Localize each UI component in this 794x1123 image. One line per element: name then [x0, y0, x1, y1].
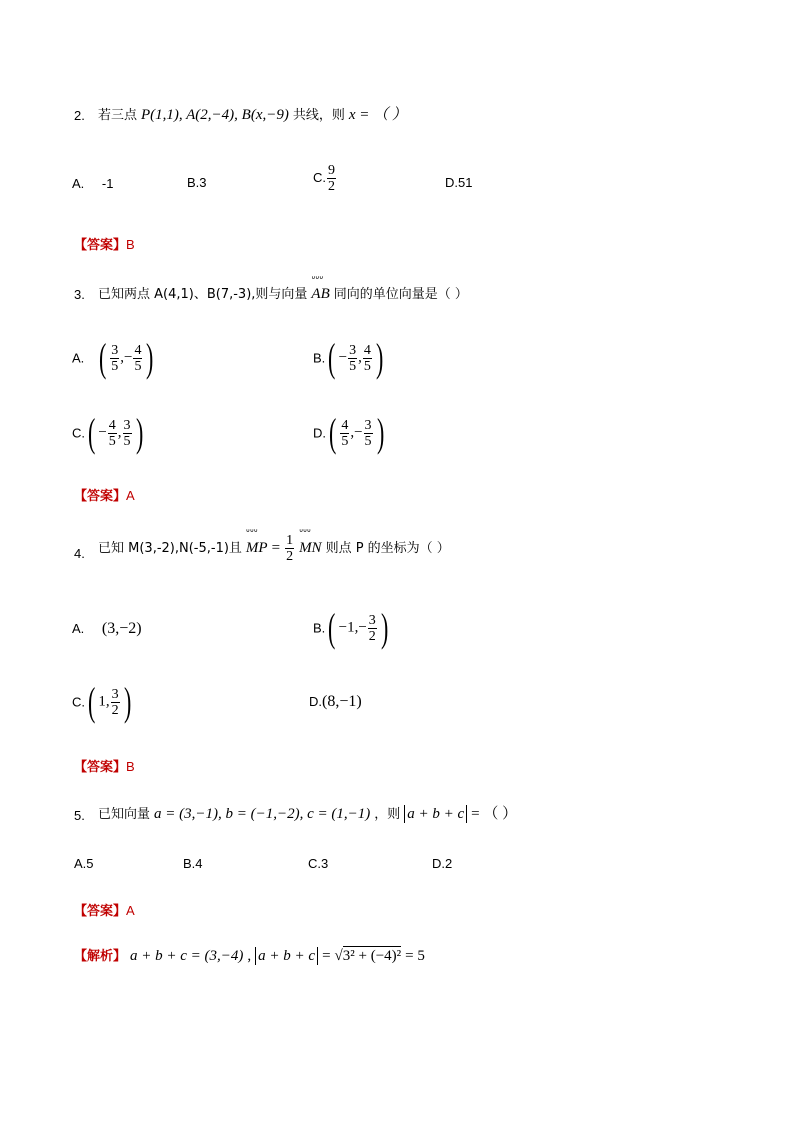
q2-answer-value: B: [126, 237, 135, 252]
q3-option-b-label: B.: [313, 350, 326, 366]
q3-b-num2: 4: [363, 342, 371, 358]
q4-option-d-value: (8,−1): [322, 693, 362, 710]
q4-option-a: [72, 620, 142, 638]
q3-b-den1: 5: [349, 358, 357, 374]
q5-analysis-sum: a + b + c = (3,−4): [130, 948, 244, 964]
q4-option-b-num: 3: [368, 612, 376, 628]
q2-option-a: [72, 176, 113, 191]
q4-stem-vector-mn: ᐡᐡᐡ MN: [299, 528, 322, 557]
q4-answer: [74, 756, 135, 775]
q3-stem: [98, 275, 468, 303]
q3-answer: [74, 485, 135, 504]
q5-analysis: 【解析】 a + b + c = (3,−4) , a + b + c = √3² + (−4)² = 5: [74, 948, 425, 964]
q3-option-d: [313, 410, 387, 455]
q3-b-comma: ,: [358, 349, 362, 366]
q4-option-b-pre: −1,−: [338, 619, 367, 636]
q4-stem-vector-mp-label: MP: [245, 540, 268, 557]
q4-option-b-den: 2: [368, 628, 376, 644]
q3-a-comma: ,: [120, 349, 124, 366]
q2-answer: [74, 234, 135, 253]
q3-option-a-rparen: ): [146, 335, 154, 380]
q3-b-num1: 3: [349, 342, 357, 358]
q5-analysis-abs: a + b + c: [255, 947, 318, 965]
q5-stem-pre: 已知向量: [98, 807, 151, 822]
q4-number: 4.: [74, 546, 85, 561]
q3-option-a-lparen: (: [98, 335, 107, 380]
q4-option-c-num: 3: [111, 686, 119, 702]
q5-answer: [74, 900, 135, 919]
q2-option-d-label: D.: [445, 175, 458, 190]
q2-option-a-label: A.: [72, 176, 85, 191]
q3-option-a: [72, 335, 157, 380]
q2-stem-mid: 共线，则: [292, 108, 345, 123]
q2-option-b-value: 3: [199, 175, 207, 190]
q5-analysis-eq: =: [322, 948, 331, 964]
q2-option-c-label: C.: [313, 169, 326, 185]
q2-option-d-value: 51: [458, 175, 473, 190]
q3-c-comma: ,: [117, 424, 122, 441]
q4-option-d: [309, 693, 362, 711]
q3-answer-value: A: [126, 488, 135, 503]
q4-option-a-value: (3,−2): [101, 620, 142, 637]
q4-stem-eq: =: [271, 540, 281, 557]
q2-option-b-label: B.: [187, 175, 200, 190]
q3-option-a-label: A.: [72, 350, 85, 366]
q5-answer-value: A: [126, 903, 135, 918]
q5-stem: [98, 802, 517, 823]
q3-option-d-rparen: ): [376, 410, 384, 455]
q3-d-comma: ,: [350, 424, 355, 441]
q3-option-c-rparen: ): [135, 410, 143, 455]
q3-number: 3.: [74, 287, 85, 302]
q5-option-d: D.2: [432, 856, 453, 871]
q5-stem-abs: a + b + c: [404, 805, 467, 823]
q2-option-c-denominator: 2: [328, 179, 335, 194]
q2-number: 2.: [74, 108, 85, 123]
q5-answer-label: 【答案】: [74, 904, 127, 919]
q3-answer-label: 【答案】: [74, 489, 127, 504]
q3-c-den1: 5: [108, 433, 116, 449]
q3-d-den2: 5: [364, 433, 372, 449]
q3-option-d-lparen: (: [328, 410, 337, 455]
q2-option-d: [445, 175, 472, 190]
q4-option-b-lparen: (: [328, 605, 336, 650]
q4-stem-half-num: 1: [286, 533, 294, 548]
q3-stem-pre: 已知两点 A(4,1)、B(7,-3),则与向量: [98, 287, 308, 302]
q5-option-a: A.5: [74, 856, 94, 871]
q5-option-b: B.4: [183, 856, 203, 871]
q2-option-c-numerator: 9: [328, 163, 335, 178]
q3-c-minus: −: [98, 424, 107, 441]
q4-stem-vector-mp: ᐡᐡᐡ MP: [245, 528, 268, 557]
q2-option-c: [313, 163, 337, 194]
q5-analysis-label: 【解析】: [74, 949, 127, 964]
q5-analysis-result: = 5: [405, 948, 425, 964]
q4-option-c-lparen: (: [87, 679, 96, 724]
q5-stem-post: = （ ）: [471, 806, 518, 822]
q2-stem-pre: 若三点: [98, 108, 138, 123]
q2-answer-label: 【答案】: [74, 238, 127, 253]
q2-stem-var: x = （ ）: [348, 107, 407, 123]
q4-answer-label: 【答案】: [74, 760, 127, 775]
q3-a-den1: 5: [111, 358, 119, 374]
q5-number: 5.: [74, 808, 85, 823]
q4-stem-pre: 已知 M(3,-2),N(-5,-1)且: [98, 541, 242, 557]
q3-a-num1: 3: [111, 342, 119, 358]
q5-stem-vectors: a = (3,−1), b = (−1,−2), c = (1,−1): [154, 806, 371, 822]
q4-option-b-rparen: ): [380, 605, 389, 650]
q3-option-b-lparen: (: [328, 335, 336, 380]
q3-option-c: [72, 410, 146, 455]
q4-option-c: [72, 679, 134, 724]
q3-d-minus: −: [354, 424, 363, 441]
q3-c-num2: 3: [123, 417, 131, 433]
q3-a-num2: 4: [134, 342, 142, 358]
q4-option-a-label: A.: [72, 621, 85, 636]
q5-analysis-radicand: 3² + (−4)²: [342, 948, 402, 964]
q3-c-den2: 5: [123, 433, 131, 449]
q3-option-b: [313, 335, 386, 380]
q3-b-den2: 5: [363, 358, 371, 374]
q3-d-den1: 5: [341, 433, 349, 449]
q3-option-c-label: C.: [72, 425, 85, 441]
q5-stem-mid: ，则: [374, 807, 401, 822]
q2-option-b: [187, 175, 207, 190]
q3-b-minus: −: [338, 349, 348, 366]
q2-stem-points: P(1,1), A(2,−4), B(x,−9): [141, 107, 289, 123]
q4-option-b-label: B.: [313, 620, 326, 636]
q4-option-b: [313, 605, 391, 650]
q4-answer-value: B: [126, 759, 135, 774]
q4-option-c-den: 2: [111, 702, 119, 718]
q4-option-c-rparen: ): [123, 679, 131, 724]
q3-c-num1: 4: [108, 417, 116, 433]
q3-d-num1: 4: [341, 417, 349, 433]
q4-option-d-label: D.: [309, 694, 322, 709]
q4-stem: [98, 528, 450, 564]
q4-option-c-label: C.: [72, 694, 85, 710]
q3-option-b-rparen: ): [375, 335, 384, 380]
q3-option-c-lparen: (: [87, 410, 96, 455]
q4-stem-vector-mn-label: MN: [299, 540, 322, 557]
q3-a-minus: −: [124, 349, 133, 366]
q5-analysis-sqrt-icon: √: [334, 948, 343, 964]
q3-option-d-label: D.: [313, 425, 326, 441]
q4-option-c-pre: 1,: [98, 693, 110, 710]
q2-stem: [98, 103, 407, 124]
q2-option-a-value: -1: [101, 176, 114, 191]
q3-stem-vector: ᐡᐡᐡ AB: [311, 275, 330, 302]
q4-stem-half-den: 2: [286, 549, 294, 564]
q4-stem-post: 则点 P 的坐标为（ ）: [325, 541, 450, 557]
q3-stem-post: 同向的单位向量是（ ）: [333, 287, 468, 302]
q3-d-num2: 3: [364, 417, 372, 433]
q3-a-den2: 5: [134, 358, 142, 374]
q5-option-c: C.3: [308, 856, 329, 871]
q3-stem-vector-label: AB: [311, 286, 330, 302]
